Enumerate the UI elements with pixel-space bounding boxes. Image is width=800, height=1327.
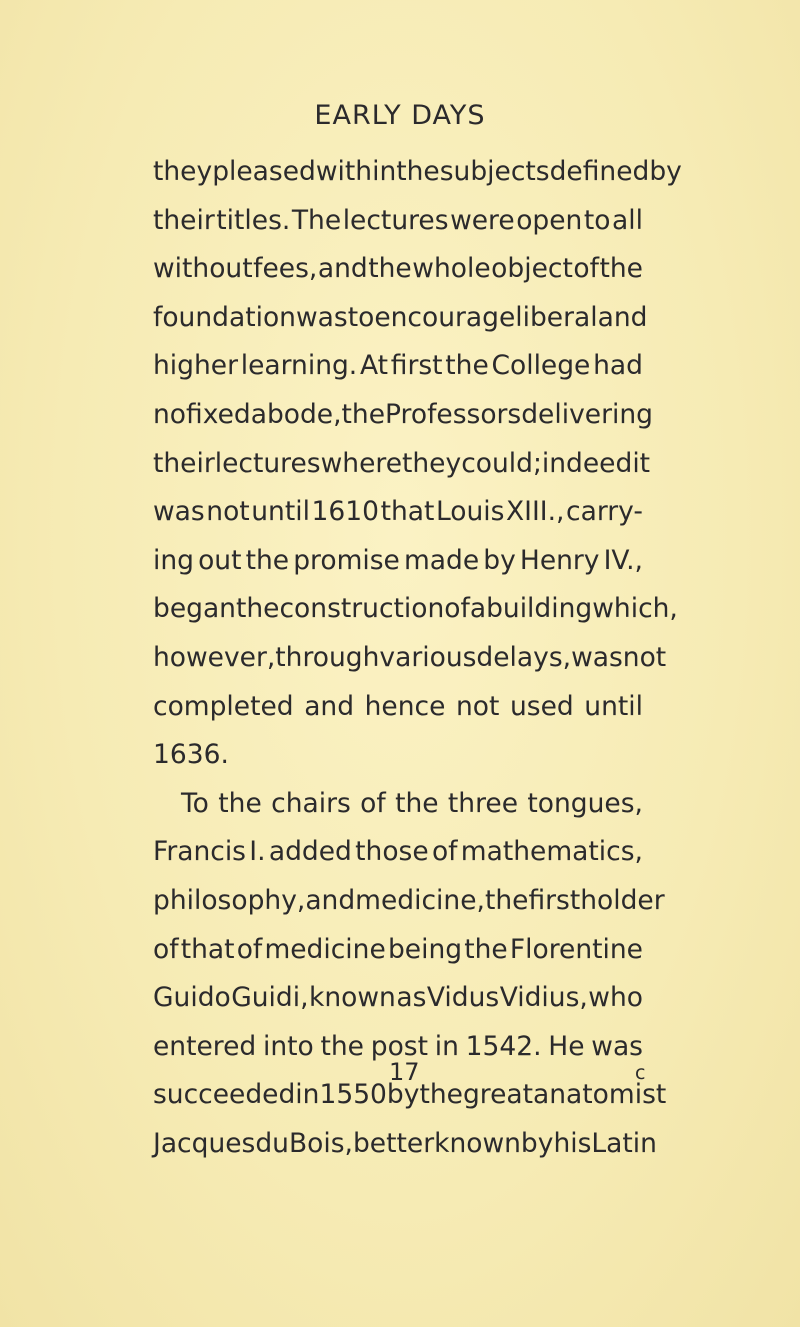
text-line: To the chairs of the three tongues, [181, 787, 643, 819]
text-line: their lectures where they could ; indeed it [153, 447, 651, 479]
text-line: ing out the promise made by Henry IV., [153, 544, 643, 576]
page-number: 17 [389, 1058, 420, 1086]
body-text [153, 148, 682, 1168]
text-line: their titles. The lectures were open to all [153, 204, 643, 236]
text-line: no fixed abode, the Professors delivering [153, 398, 653, 430]
text-line: Francis I. added those of mathematics, [153, 836, 643, 868]
text-line: without fees, and the whole object of the [153, 253, 643, 285]
text-line: completed and hence not used until [153, 690, 643, 722]
text-line: 1636. [153, 739, 229, 771]
text-line: foundation was to encourage liberal and [153, 301, 648, 333]
text-line: began the construction of a building which, [153, 593, 678, 625]
text-line: entered into the post in 1542. He was [153, 1030, 643, 1062]
text-line: higher learning. At first the College had [153, 350, 643, 382]
text-line: was not until 1610 that Louis XIII., carry- [153, 496, 643, 528]
text-line: they pleased within the subjects defined by [153, 156, 682, 187]
signature-mark: c [635, 1062, 646, 1084]
text-line: Jacques du Bois, better known by his Latin [153, 1127, 657, 1159]
text-line: succeeded in 1550 by the great anatomist [153, 1079, 667, 1111]
text-line: philosophy, and medicine, the first holder [153, 884, 665, 916]
text-line: however, through various delays, was not [153, 641, 667, 673]
text-line: of that of medicine being the Florentine [153, 933, 643, 965]
running-head: EARLY DAYS [314, 100, 486, 131]
text-line: Guido Guidi, known as Vidus Vidius, who [153, 982, 643, 1014]
